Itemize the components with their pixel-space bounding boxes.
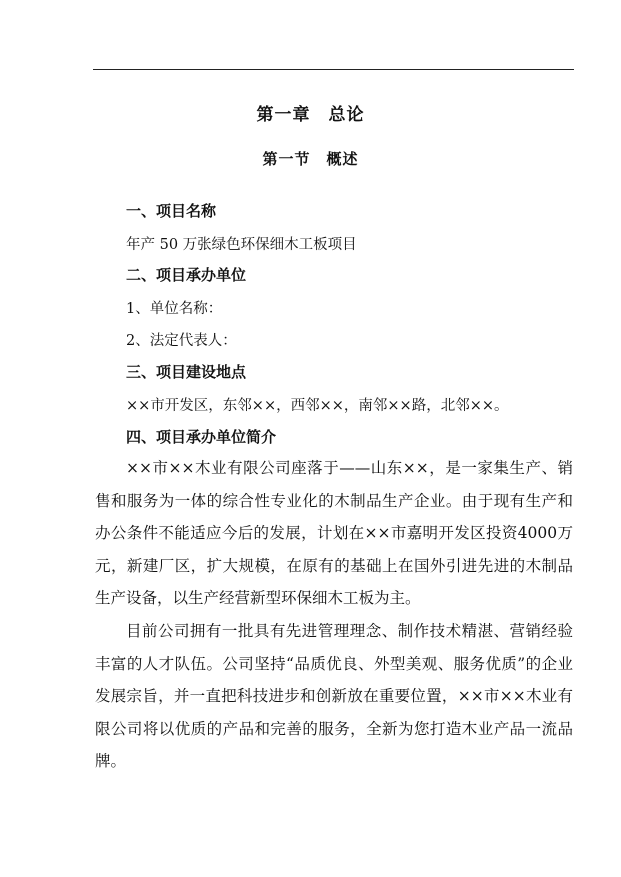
location-text: ××市开发区，东邻××，西邻××，南邻××路，北邻××。 xyxy=(126,398,509,414)
legal-representative-field: 2、法定代表人： xyxy=(126,333,237,349)
heading-undertaking-unit: 二、项目承办单位 xyxy=(126,266,247,284)
section-title: 第一节 概述 xyxy=(262,150,359,168)
profile-paragraph-1: ××市××木业有限公司座落于——山东××，是一家集生产、销售和服务为一体的综合性专业化的木制品生产企业。由于现有生产和办公条件不能适应今后的发展，计划在××市嘉明开发区投资4000万元，新建厂区，扩大规模，在原有的基础上在国外引进先进的木制品生产设备，以生产经营新型环保细木工板为主。 xyxy=(95,459,573,607)
heading-construction-site: 三、项目建设地点 xyxy=(126,363,247,381)
project-name-text: 年产 50 万张绿色环保细木工板项目 xyxy=(126,237,357,253)
heading-unit-profile: 四、项目承办单位简介 xyxy=(126,428,277,446)
unit-name-field: 1、单位名称： xyxy=(126,301,223,317)
profile-paragraph-2: 目前公司拥有一批具有先进管理理念、制作技术精湛、营销经验丰富的人才队伍。公司坚持“品质优良、外型美观、服务优质”的企业发展宗旨，并一直把科技进步和创新放在重要位置，××市××木业有限公司将以优质的产品和完善的服务，全新为您打造木业产品一流品牌。 xyxy=(95,622,573,770)
header-rule xyxy=(93,69,574,70)
heading-project-name: 一、项目名称 xyxy=(126,202,217,220)
chapter-title: 第一章 总论 xyxy=(256,105,365,125)
